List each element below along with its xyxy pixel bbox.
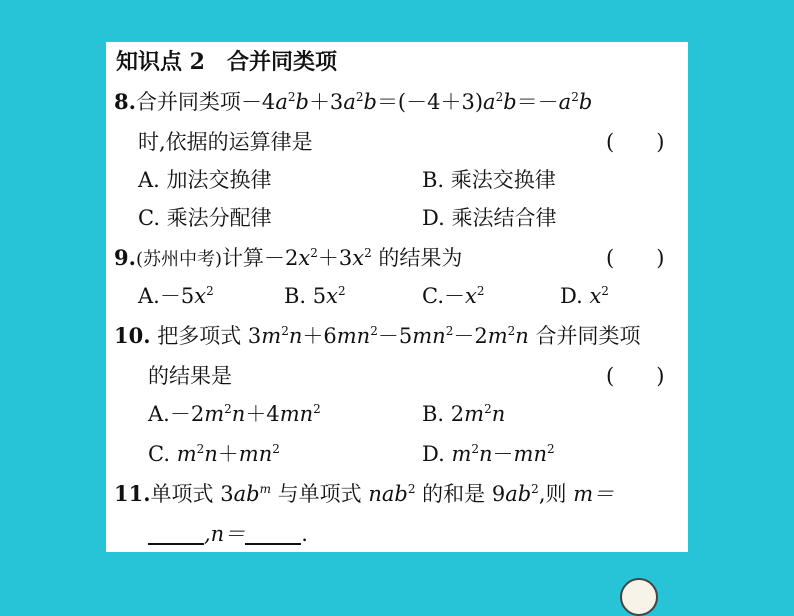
section-title: 知识点 2 合并同类项	[116, 49, 337, 75]
q8-option-c[interactable]: C. 乘法分配律	[138, 206, 272, 230]
q11-blank-n[interactable]	[245, 521, 301, 545]
q9-expression: $-2x^2+3x^2$	[263, 246, 372, 270]
q8-option-b[interactable]: B. 乘法交换律	[422, 168, 556, 192]
q11-text5: m＝	[573, 482, 615, 506]
q11-text3: 的和是	[422, 482, 486, 506]
q8-answer-paren[interactable]: ( )	[606, 130, 665, 154]
q10-expression: $3m^2n+6mn^2-5mn^2-2m^2n$	[247, 324, 529, 348]
q10-stem-cont-text: 的结果是	[148, 364, 232, 388]
q11-text1: 单项式	[150, 482, 214, 506]
q10-stem-cont	[148, 362, 688, 390]
q11-number: 11.	[114, 481, 151, 506]
q11-text4: ,则	[538, 482, 567, 506]
q8-stem	[114, 88, 592, 116]
q11-blanks	[148, 520, 308, 548]
q10-stem-prefix: 把多项式	[157, 324, 242, 348]
q9-answer-paren[interactable]: ( )	[606, 246, 665, 270]
q8-option-d[interactable]: D. 乘法结合律	[422, 206, 557, 230]
q11-text2: 与单项式	[277, 482, 362, 506]
q9-option-b[interactable]: B. $5x^2$	[284, 284, 346, 308]
q8-stem-cont-text: 时,依据的运算律是	[138, 130, 313, 154]
q10-option-c[interactable]: C. $m^2n+mn^2$	[148, 442, 280, 466]
q10-answer-paren[interactable]: ( )	[606, 364, 665, 388]
q9-stem	[114, 244, 688, 274]
q9-stem-suffix: 的结果为	[378, 246, 463, 270]
q11-blank-m[interactable]	[148, 521, 204, 545]
q10-stem	[114, 322, 640, 350]
q8-stem-prefix: 合并同类项	[135, 90, 241, 114]
q8-option-a[interactable]: A. 加法交换律	[138, 168, 272, 192]
q10-stem-suffix: 合并同类项	[535, 324, 641, 348]
q10-option-a[interactable]: $A.-2m^2n+4mn^2$	[148, 402, 321, 426]
q11-period: .	[301, 522, 308, 546]
q10-option-d[interactable]: D. $m^2n-mn^2$	[422, 442, 555, 466]
q8-stem-cont	[138, 128, 688, 156]
q8-number: 8.	[114, 89, 136, 114]
q9-option-c[interactable]: $C.-x^2$	[422, 284, 485, 308]
mascot-icon	[620, 578, 658, 616]
q9-option-a[interactable]: $A.-5x^2$	[138, 284, 214, 308]
q10-option-b[interactable]: B. $2m^2n$	[422, 402, 506, 426]
q9-option-d[interactable]: D. $x^2$	[560, 284, 609, 308]
q9-source: (苏州中考)	[135, 249, 222, 270]
q11-stem: 11.单项式 $3ab^m$ 与单项式 nab$^2$ 的和是 $9ab^2$,则 m＝	[114, 481, 615, 506]
q9-stem-prefix: 计算	[221, 246, 264, 270]
q11-n-label: ,n＝	[204, 522, 246, 546]
q10-number: 10.	[114, 323, 151, 348]
question-card	[106, 42, 688, 552]
q8-expression: $-4a^2b+3a^2b=(-4+3)a^2b=-a^2b$	[240, 90, 593, 114]
q9-number: 9.	[114, 245, 136, 270]
